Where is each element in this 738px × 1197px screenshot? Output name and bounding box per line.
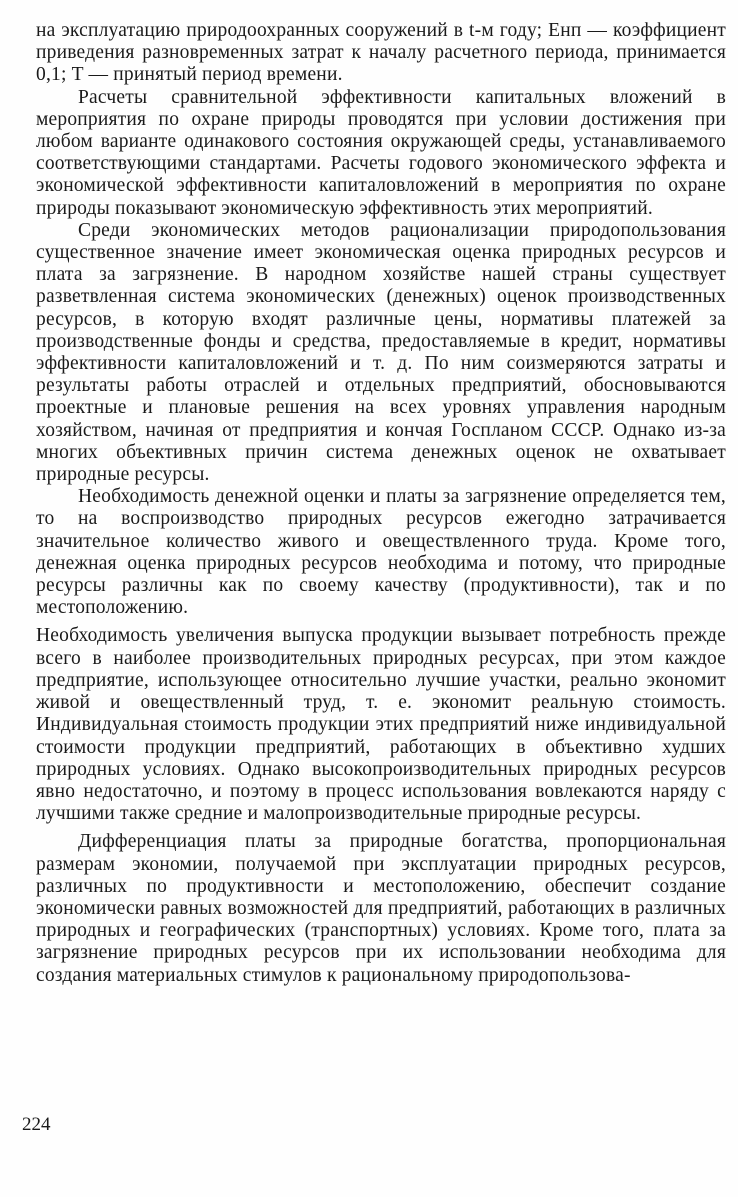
page-number: 224 <box>22 1114 51 1135</box>
paragraph-3: Среди экономических методов рационализации природопользования существенное значение имеет экономическая оценка природных ресурсов и плата за загрязнение. В народном хозяйстве нашей страны существует разветвленная система экономических (денежных) оценок производственных ресурсов, в которую входят различные цены, нормативы платежей за производственные фонды и средства, предоставляемые в кредит, нормативы эффективности капиталовложений и т. д. По ним соизмеряются затраты и результаты работы отраслей и отдельных предприятий, обосновываются проектные и плановые решения на всех уровнях управления народным хозяйством, начиная от предприятия и кончая Госпланом СССР. Однако из-за многих объективных причин система денежных оценок не охватывает природные ресурсы. <box>36 219 726 486</box>
paragraph-4: Необходимость денежной оценки и платы за загрязнение определяется тем, то на воспроизводство природных ресурсов ежегодно затрачивается значительное количество живого и овеществленного труда. Кроме того, денежная оценка природных ресурсов необходима и потому, что природные ресурсы различны как по своему качеству (продуктивности), так и по местоположению. <box>36 486 726 619</box>
body-text <box>36 20 726 987</box>
paragraph-6: Дифференциация платы за природные богатства, пропорциональная размерам экономии, получаемой при эксплуатации природных ресурсов, различных по продуктивности и местоположению, обеспечит создание экономически равных возможностей для предприятий, работающих в различных природных и географических (транспортных) условиях. Кроме того, плата за загрязнение природных ресурсов при их использовании необходима для создания материальных стимулов к рациональному природопользова- <box>36 831 726 986</box>
paragraph-1: на эксплуатацию природоохранных сооружений в t-м году; Eнп — коэффициент приведения разновременных затрат к началу расчетного периода, принимается 0,1; T — принятый период времени. <box>36 20 726 86</box>
paragraph-2: Расчеты сравнительной эффективности капитальных вложений в мероприятия по охране природы проводятся при условии достижения при любом варианте одинакового состояния окружающей среды, устанавливаемого соответствующими стандартами. Расчеты годового экономического эффекта и экономической эффективности капиталовложений в мероприятия по охране природы показывают экономическую эффективность этих мероприятий. <box>36 86 726 219</box>
paragraph-5: Необходимость увеличения выпуска продукции вызывает потребность прежде всего в наиболее производительных природных ресурсах, при этом каждое предприятие, использующее относительно лучшие участки, реально экономит живой и овеществленный труд, т. е. экономит реальную стоимость. Индивидуальная стоимость продукции этих предприятий ниже индивидуальной стоимости продукции предприятий, работающих в объективно худших природных условиях. Однако высокопроизводительных природных ресурсов явно недостаточно, и поэтому в процесс использования вовлекаются наряду с лучшими также средние и малопроизводительные природные ресурсы. <box>36 625 726 825</box>
